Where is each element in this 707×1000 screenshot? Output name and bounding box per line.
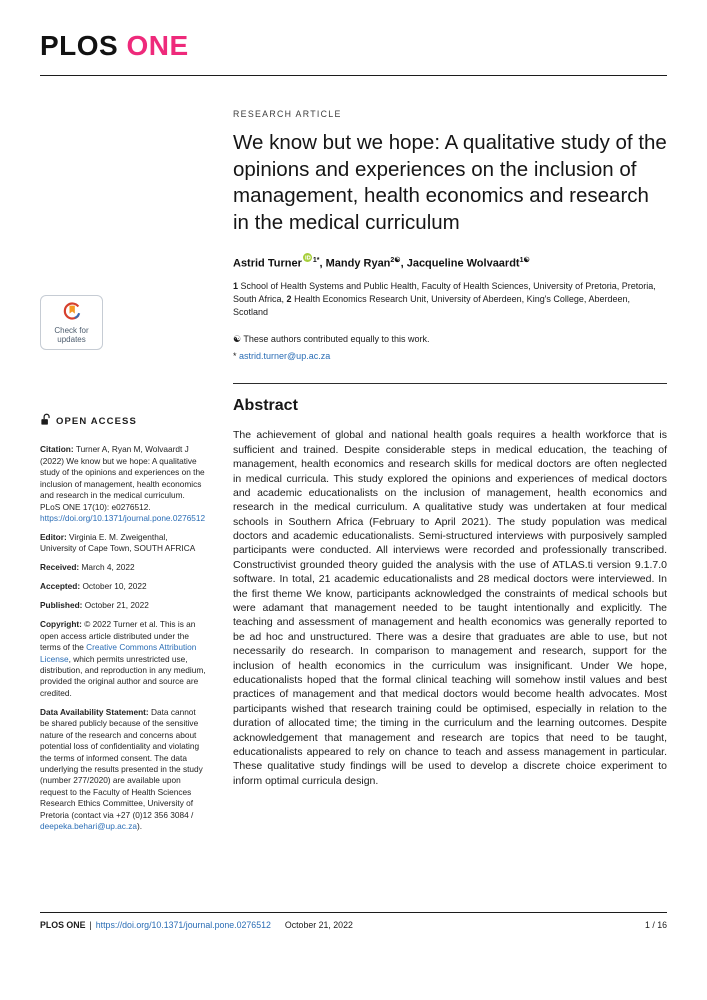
abstract-divider	[233, 383, 667, 384]
author-name: Astrid Turner	[233, 257, 302, 270]
copyright-text-after: , which permits unrestricted use, distribution, and reproduction in any medium, provided the original author and source are credited.	[40, 653, 206, 698]
editor-label: Editor:	[40, 532, 67, 542]
affiliation-number: 2	[286, 294, 292, 305]
author-name: Jacqueline Wolvaardt	[406, 257, 520, 270]
footer-date: October 21, 2022	[284, 920, 353, 930]
published-label: Published:	[40, 600, 83, 611]
data-availability-text: Data cannot be shared publicly because of the sensitive nature of the research and concerns about potential loss of confidentiality and violating the terms of informed consent. The data underlying the results presented in the study (number 277/2020) are available upon request to the Faculty of Health Sciences Research Ethics Committee, University of Pretoria (contact via +27 (0)12 356 3084 /	[40, 706, 203, 820]
footer-left	[40, 920, 353, 930]
logo-plos-text: PLOS	[40, 30, 119, 61]
page-content	[40, 76, 667, 840]
footer-journal-name: PLOS ONE	[40, 920, 86, 930]
editor-block	[40, 532, 206, 555]
copyright-text: © 2022 Turner et al. This is an open access article distributed under the terms of the	[40, 619, 196, 653]
check-for-updates-badge[interactable]	[40, 295, 103, 350]
journal-header	[40, 0, 667, 76]
data-availability-label: Data Availability Statement:	[40, 706, 149, 717]
equal-contribution-note	[233, 333, 667, 347]
check-for-updates-label: Check for updates	[54, 326, 89, 345]
citation-doi-link[interactable]: https://doi.org/10.1371/journal.pone.0276512	[40, 513, 206, 524]
footer-separator: |	[89, 920, 92, 930]
accepted-block	[40, 581, 206, 592]
citation-text: Turner A, Ryan M, Wolvaardt J (2022) We know but we hope: A qualitative study of the opinions and experiences on the inclusion of management, health economics and research in the medical curriculum. PLoS ONE 17(10): e0276512.	[40, 444, 205, 512]
editor-text: Virginia E. M. Zweigenthal, University of Cape Town, SOUTH AFRICA	[40, 532, 196, 554]
corresponding-email-line	[233, 350, 667, 364]
abstract-text: The achievement of global and national health goals requires a health workforce that is sufficient and trained. Despite considerable steps in medical education, the teaching of management, health economics and research skills for medical doctors are often neglected in medical curricula. This study explored the opinions and experiences of medical doctors and academic educationalists on the inclusion of management, health economics and research in the medical curriculum. A qualitative study was undertaken at four medical schools in Southern Africa (February to April 2021). The study population was medical doctors and academic educationalists. Semi-structured interviews with purposively sampled participants were conducted. All interviews were recorded and professionally transcribed. Constructivist grounded theory guided the analysis with the use of ATLAS.ti version 9.1.7.0 software. In total, 21 academic educationalists and 28 medical doctors were interviewed. In the first theme We know, participants acknowledged the constraints of medical schools but were adamant that management needed to be taught intentionally and explicitly. The teaching and assessment of management and health economics was generally reported to be ad hoc and unstructured. There was a desire that graduates are able to use, but not necessarily do research. In comparison to management and research, support for the inclusion of health economics in the curriculum was insignificant. Under We hope, educationalists hoped that the formal clinical teaching will somehow instil values and best practices of management and that medical doctors would become health advocates. Most participants wished that research training could be optimised, especially in relation to the duration of allocated time; the timing in the curriculum and the learning outcomes. Despite acknowledgement that management and research are topics that need to be taught, educationalists appeared to rely on chance to teach and assess management in particular. These qualitative study findings will be used to develop a discrete choice experiment to inform optimal curricula design.	[233, 429, 667, 787]
accepted-date: October 10, 2022	[82, 581, 147, 592]
open-access-row	[40, 413, 206, 429]
author-separator: ,	[319, 257, 326, 270]
published-date: October 21, 2022	[84, 600, 149, 611]
author-affil-marker: 1☯	[519, 256, 530, 264]
open-lock-icon	[40, 413, 51, 429]
author-line	[233, 253, 667, 270]
received-date: March 4, 2022	[81, 562, 135, 573]
corresponding-email-link[interactable]: astrid.turner@up.ac.za	[239, 350, 331, 361]
orcid-icon[interactable]	[303, 253, 312, 265]
citation-block	[40, 444, 206, 524]
article-main	[233, 76, 667, 788]
published-block	[40, 600, 206, 611]
accepted-label: Accepted:	[40, 581, 81, 592]
author-separator: ,	[400, 257, 407, 270]
affiliations	[233, 280, 667, 319]
footer-page-number: 1 / 16	[644, 920, 667, 930]
copyright-block	[40, 619, 206, 699]
equal-contribution-marker: ☯	[233, 334, 242, 345]
abstract-heading: Abstract	[233, 397, 298, 415]
cc-license-link[interactable]: Creative Commons Attribution License	[40, 642, 197, 664]
author-affil-marker: 1*	[312, 256, 320, 264]
data-availability-block	[40, 707, 206, 833]
logo-one-text: ONE	[126, 30, 189, 61]
footer-doi-link[interactable]: https://doi.org/10.1371/journal.pone.0276512	[95, 920, 271, 930]
article-type-kicker: RESEARCH ARTICLE	[233, 109, 342, 119]
copyright-label: Copyright:	[40, 619, 82, 630]
page-footer	[40, 912, 667, 930]
affiliation-text: School of Health Systems and Public Health, Faculty of Health Sciences, University of Pretoria, Pretoria, South Africa,	[233, 281, 656, 305]
affiliation-number: 1	[233, 281, 239, 292]
corresponding-marker: *	[233, 350, 237, 361]
crossmark-icon	[62, 301, 82, 324]
author-name: Mandy Ryan	[325, 257, 391, 270]
received-block	[40, 562, 206, 573]
left-sidebar	[40, 76, 206, 840]
data-availability-text-after: ).	[137, 821, 143, 832]
data-contact-email-link[interactable]: deepeka.behari@up.ac.za	[40, 821, 137, 832]
author-affil-marker: 2☯	[390, 256, 401, 264]
article-title: We know but we hope: A qualitative study of the opinions and experiences on the inclusion of management, health economics and research in the medical curriculum	[233, 131, 667, 234]
open-access-label: OPEN ACCESS	[56, 415, 137, 427]
citation-label: Citation:	[40, 444, 74, 455]
received-label: Received:	[40, 562, 80, 573]
equal-contribution-text: These authors contributed equally to this work.	[243, 334, 430, 345]
plos-one-logo	[40, 30, 667, 62]
affiliation-text: Health Economics Research Unit, University of Aberdeen, King's College, Aberdeen, Scotland	[233, 294, 630, 318]
